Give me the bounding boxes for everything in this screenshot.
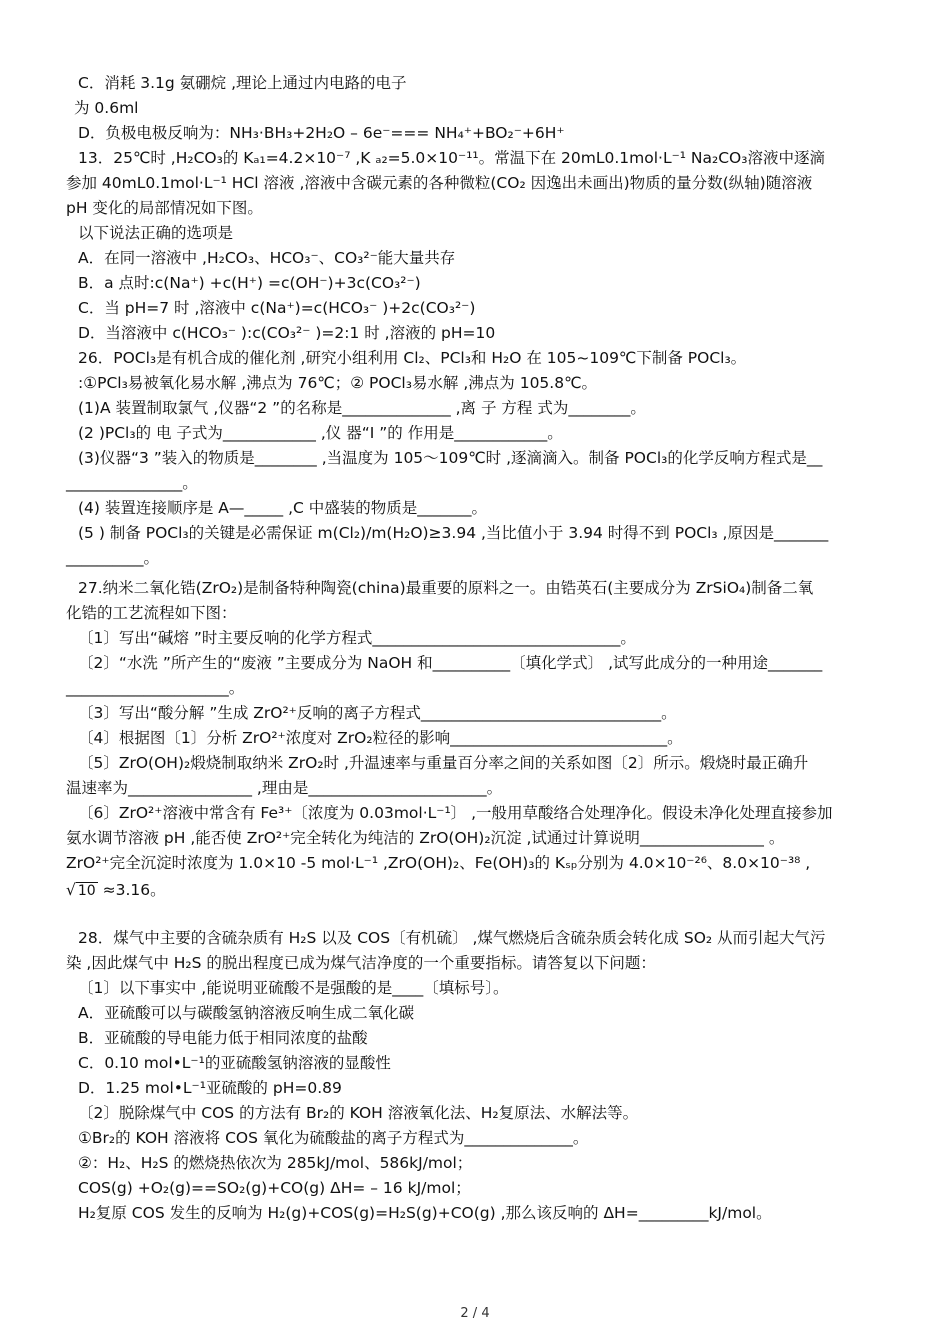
- question-26-part-3: (3)仪器“3 ”装入的物质是________ ,当温度为 105～109℃时 ,逐滴滴入。制备 POCl₃的化学反响方程式是__: [78, 449, 823, 467]
- question-26-part-4: (4) 装置连接顺序是 A—_____ ,C 中盛装的物质是_______。: [78, 499, 488, 517]
- question-28-part-2-sub-1: ①Br₂的 KOH 溶液将 COS 氧化为硫酸盐的离子方程式为______________。: [78, 1129, 589, 1147]
- question-27-stem: 27.纳米二氧化锆(ZrO₂)是制备特种陶瓷(china)最重要的原料之一。由锆英石(主要成分为 ZrSiO₄)制备二氧: [78, 579, 814, 597]
- question-28-part-1: 〔1〕以下事实中 ,能说明亚硫酸不是强酸的是____〔填标号〕。: [78, 979, 509, 997]
- question-27-part-5: 〔5〕ZrO(OH)₂煅烧制取纳米 ZrO₂时 ,升温速率与重量百分率之间的关系如图〔2〕所示。煅烧时最正确升: [78, 754, 809, 772]
- sqrt-value: ≈3.16。: [102, 881, 166, 899]
- question-28-stem: 28．煤气中主要的含硫杂质有 H₂S 以及 COS〔有机硫〕 ,煤气燃烧后含硫杂质会转化成 SO₂ 从而引起大气污: [78, 929, 826, 947]
- question-28-option-d: D．1.25 mol•L⁻¹亚硫酸的 pH=0.89: [78, 1079, 342, 1097]
- option-c-ammonia-borane: C．消耗 3.1g 氨硼烷 ,理论上通过内电路的电子: [78, 74, 407, 92]
- question-27-part-2: 〔2〕“水洗 ”所产生的“废液 ”主要成分为 NaOH 和__________〔填化学式〕 ,试写此成分的一种用途_______: [78, 654, 823, 672]
- question-26-part-5-continued: __________。: [66, 549, 160, 567]
- question-27-part-6: 〔6〕ZrO²⁺溶液中常含有 Fe³⁺〔浓度为 0.03mol·L⁻¹〕 ,一般用草酸络合处理净化。假设未净化处理直接参加: [78, 804, 833, 822]
- question-27-part-5-continued: 温速率为________________ ,理由是_______________________。: [66, 779, 503, 797]
- option-c-continued: 为 0.6ml: [74, 99, 139, 117]
- sqrt-radicand: 10: [77, 883, 96, 899]
- question-27-part-1: 〔1〕写出“碱熔 ”时主要反响的化学方程式________________________________。: [78, 629, 636, 647]
- question-28-option-c: C．0.10 mol•L⁻¹的亚硫酸氢钠溶液的显酸性: [78, 1054, 391, 1072]
- question-26-stem: 26．POCl₃是有机合成的催化剂 ,研究小组利用 Cl₂、PCl₃和 H₂O 在 105~109℃下制备 POCl₃。: [78, 349, 747, 367]
- question-13-option-b: B．a 点时:c(Na⁺) +c(H⁺) =c(OH⁻)+3c(CO₃²⁻): [78, 274, 421, 292]
- question-13-stem-3: pH 变化的局部情况如下图。: [66, 199, 263, 217]
- question-13-stem-2: 参加 40mL0.1mol·L⁻¹ HCl 溶液 ,溶液中含碳元素的各种微粒(CO₂ 因逸出未画出)物质的量分数(纵轴)随溶液: [66, 174, 813, 192]
- page-number: 2 / 4: [460, 1306, 490, 1321]
- option-d-negative-electrode: D．负极电极反响为：NH₃·BH₃+2H₂O – 6e⁻=== NH₄⁺+BO₂⁻+6H⁺: [78, 124, 565, 142]
- question-27-part-3: 〔3〕写出“酸分解 ”生成 ZrO²⁺反响的离子方程式_______________________________。: [78, 704, 677, 722]
- question-27-stem-2: 化锆的工艺流程如下图：: [66, 604, 237, 622]
- question-28-option-b: B．亚硫酸的导电能力低于相同浓度的盐酸: [78, 1029, 368, 1047]
- question-28-stem-2: 染 ,因此煤气中 H₂S 的脱出程度已成为煤气洁净度的一个重要指标。请答复以下问题：: [66, 954, 656, 972]
- question-13-option-c: C．当 pH=7 时 ,溶液中 c(Na⁺)=c(HCO₃⁻ )+2c(CO₃²⁻): [78, 299, 476, 317]
- question-28-part-2-sub-2: ②：H₂、H₂S 的燃烧热依次为 285kJ/mol、586kJ/mol；: [78, 1154, 473, 1172]
- question-28-equation: COS(g) +O₂(g)==SO₂(g)+CO(g) ΔH= – 16 kJ/mol；: [78, 1179, 471, 1197]
- question-28-reaction: H₂复原 COS 发生的反响为 H₂(g)+COS(g)=H₂S(g)+CO(g) ,那么该反响的 ΔH=_________kJ/mol。: [78, 1204, 772, 1222]
- question-26-part-2: (2 )PCl₃的 电 子式为____________ ,仪 器“I ”的 作用是____________。: [78, 424, 563, 442]
- question-13-prompt: 以下说法正确的选项是: [78, 224, 234, 242]
- question-13-option-d: D．当溶液中 c(HCO₃⁻ ):c(CO₃²⁻ )=2:1 时 ,溶液的 pH=10: [78, 324, 496, 342]
- sqrt-approximation: [66, 878, 886, 902]
- question-28-part-2: 〔2〕脱除煤气中 COS 的方法有 Br₂的 KOH 溶液氧化法、H₂复原法、水解法等。: [78, 1104, 639, 1122]
- question-26-part-1: (1)A 装置制取氯气 ,仪器“2 ”的名称是______________ ,离 子 方程 式为________。: [78, 399, 646, 417]
- question-26-part-5: (5 ) 制备 POCl₃的关键是必需保证 m(Cl₂)/m(H₂O)≥3.94 ,当比值小于 3.94 时得不到 POCl₃ ,原因是_______: [78, 524, 829, 542]
- question-13-stem: 13．25℃时 ,H₂CO₃的 Kₐ₁=4.2×10⁻⁷ ,K ₐ₂=5.0×10⁻¹¹。常温下在 20mL0.1mol·L⁻¹ Na₂CO₃溶液中逐滴: [78, 149, 825, 167]
- question-13-option-a: A．在同一溶液中 ,H₂CO₃、HCO₃⁻、CO₃²⁻能大量共存: [78, 249, 456, 267]
- question-28-option-a: A．亚硫酸可以与碳酸氢钠溶液反响生成二氧化碳: [78, 1004, 415, 1022]
- question-26-part-3-continued: _______________。: [66, 474, 198, 492]
- sqrt-symbol: √ 10: [66, 881, 96, 899]
- question-27-part-4: 〔4〕根据图〔1〕分析 ZrO²⁺浓度对 ZrO₂粒径的影响____________________________。: [78, 729, 683, 747]
- question-27-part-6-data: ZrO²⁺完全沉淀时浓度为 1.0×10 -5 mol·L⁻¹ ,ZrO(OH)₂、Fe(OH)₃的 Kₛₚ分别为 4.0×10⁻²⁶、8.0×10⁻³⁸ ,: [66, 854, 811, 872]
- question-27-part-6-continued: 氨水调节溶液 pH ,能否使 ZrO²⁺完全转化为纯洁的 ZrO(OH)₂沉淀 ,试通过计算说明________________ 。: [66, 829, 785, 847]
- question-26-given: :①PCl₃易被氧化易水解 ,沸点为 76℃；② POCl₃易水解 ,沸点为 105.8℃。: [78, 374, 597, 392]
- question-27-part-2-continued: _____________________。: [66, 679, 245, 697]
